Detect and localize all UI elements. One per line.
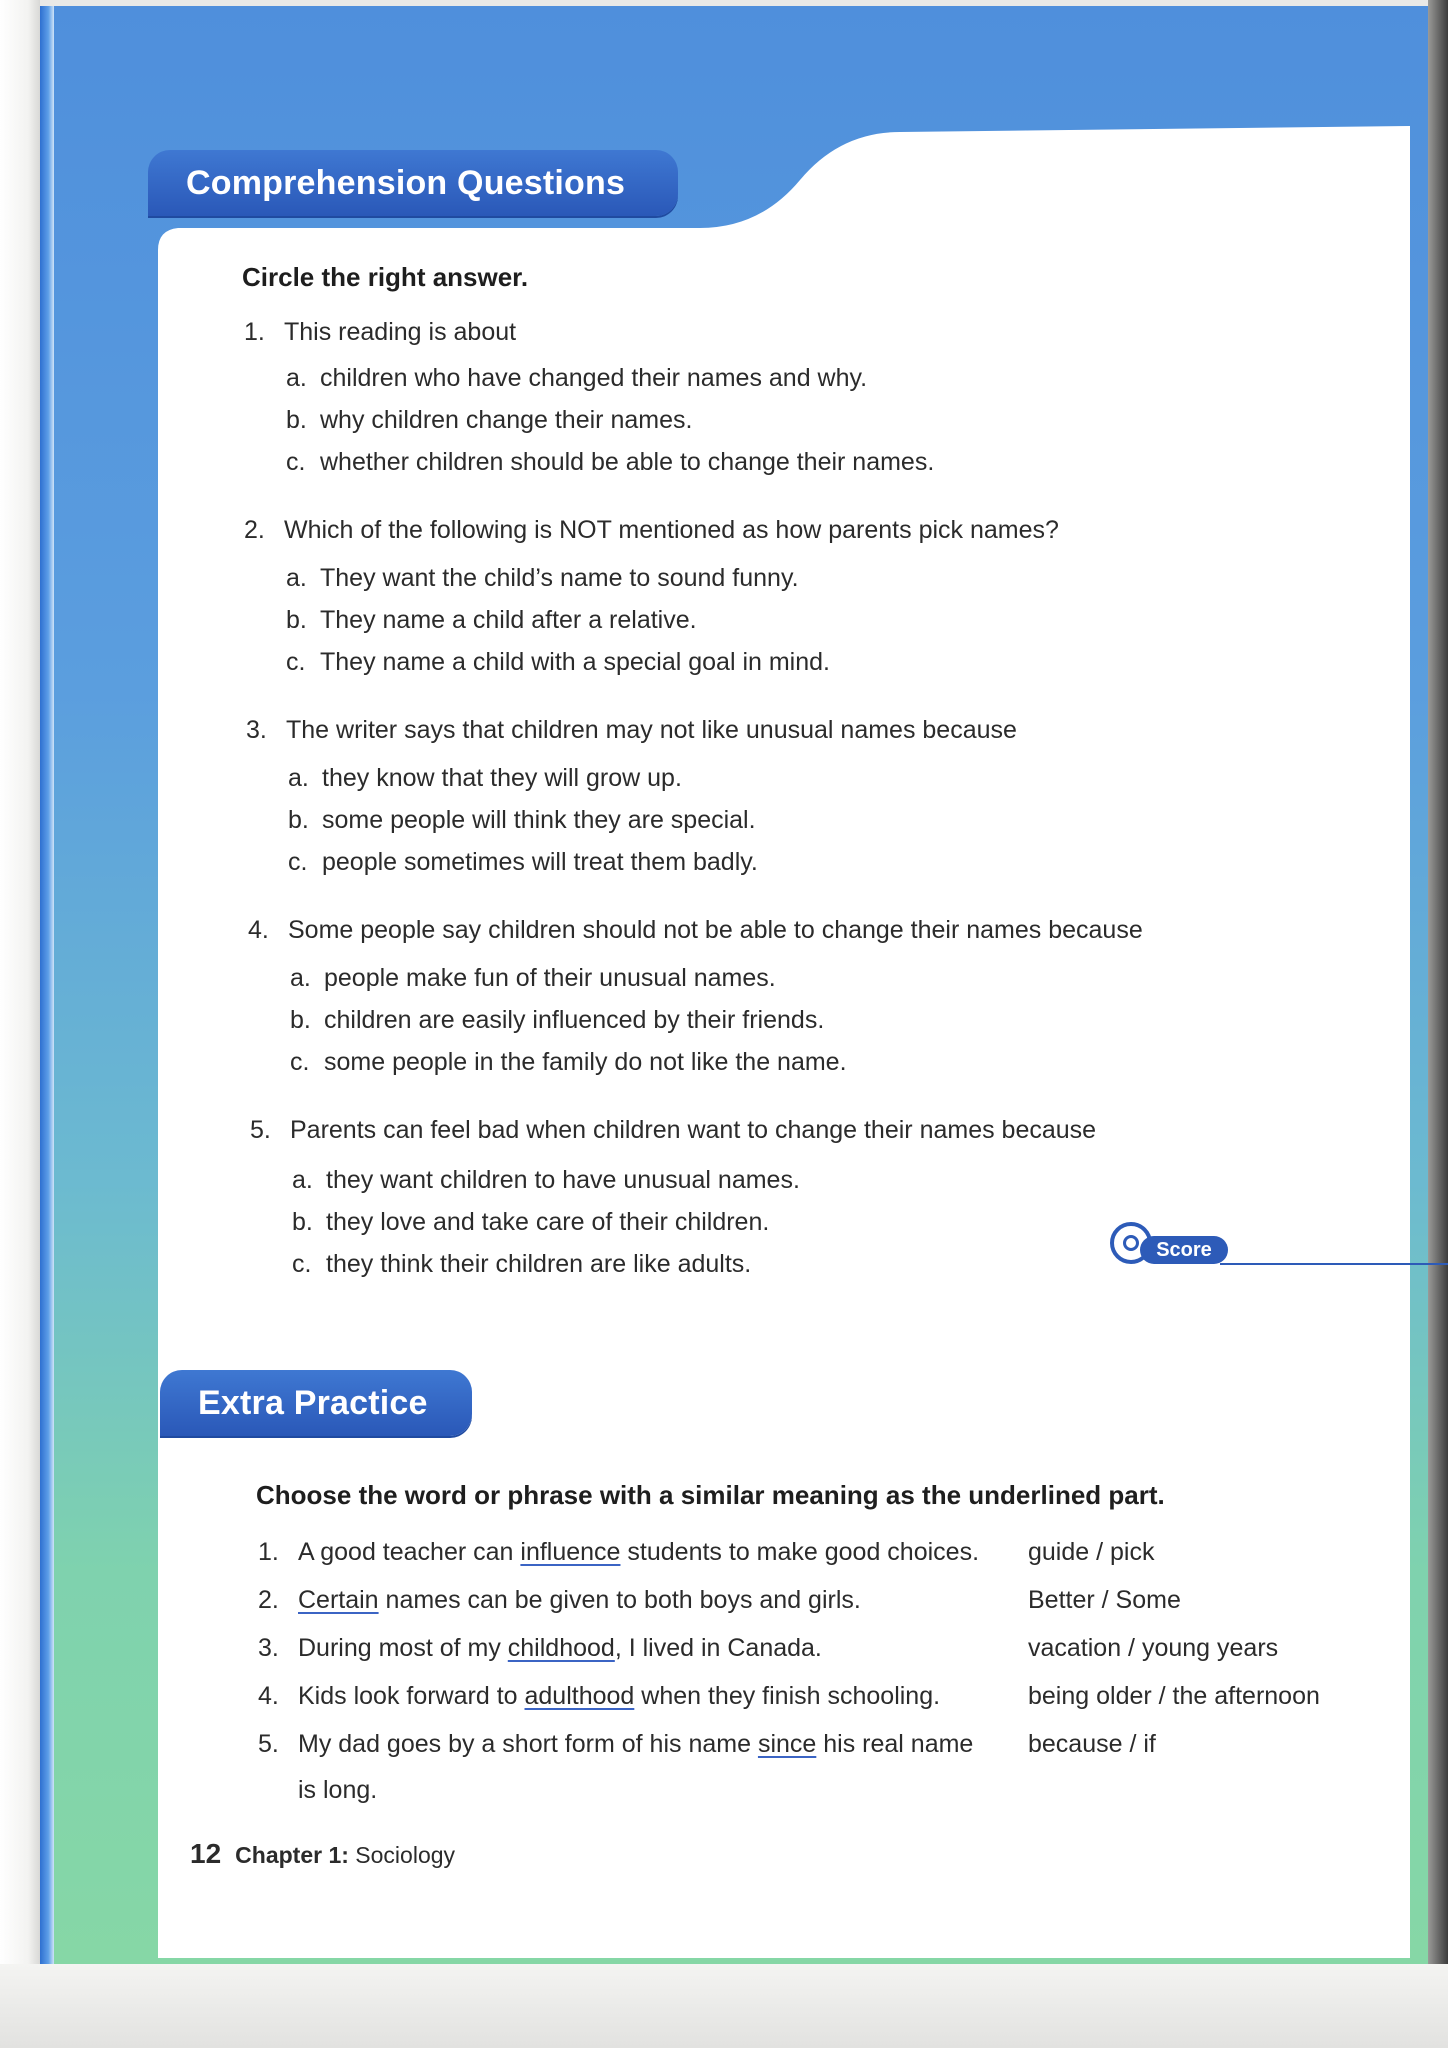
question-text: Which of the following is NOT mentioned as how parents pick names? bbox=[284, 516, 1059, 544]
option-b[interactable]: b. some people will think they are special. bbox=[288, 806, 756, 834]
option-c[interactable]: c. some people in the family do not like the name. bbox=[290, 1048, 847, 1076]
underlined-word: Certain bbox=[298, 1586, 379, 1614]
question-number: 3. bbox=[246, 716, 267, 744]
answer-choices[interactable]: guide / pick bbox=[1028, 1538, 1155, 1566]
question-number: 4. bbox=[248, 916, 269, 944]
option-c[interactable]: c. They name a child with a special goal in mind. bbox=[286, 648, 830, 676]
section2-instruction: Choose the word or phrase with a similar meaning as the underlined part. bbox=[256, 1480, 1165, 1510]
option-a[interactable]: a. they know that they will grow up. bbox=[288, 764, 682, 792]
underlined-word: since bbox=[757, 1730, 817, 1758]
question-text: The writer says that children may not like unusual names because bbox=[286, 716, 1017, 744]
option-b[interactable]: b. children are easily influenced by their friends. bbox=[290, 1006, 825, 1034]
answer-choices[interactable]: because / if bbox=[1028, 1730, 1156, 1758]
extra-practice-header: Extra Practice bbox=[160, 1370, 472, 1436]
option-c[interactable]: c. people sometimes will treat them badly. bbox=[288, 848, 758, 876]
answer-choices[interactable]: vacation / young years bbox=[1028, 1634, 1279, 1662]
answer-choices[interactable]: being older / the afternoon bbox=[1028, 1682, 1320, 1710]
score-box bbox=[1110, 1218, 1340, 1270]
option-c[interactable]: c. they think their children are like adults. bbox=[292, 1250, 752, 1278]
underlined-word: adulthood bbox=[524, 1682, 635, 1710]
page-right-edge bbox=[1428, 0, 1448, 2048]
question-number: 1. bbox=[244, 318, 265, 346]
chapter-name: Sociology bbox=[355, 1842, 456, 1868]
option-b[interactable]: b. why children change their names. bbox=[286, 406, 693, 434]
comprehension-questions-header: Comprehension Questions bbox=[148, 150, 678, 216]
question-text: This reading is about bbox=[284, 318, 517, 346]
score-label: Score bbox=[1140, 1236, 1228, 1264]
page-bottom-edge bbox=[0, 1964, 1448, 2048]
underlined-word: influence bbox=[520, 1538, 621, 1566]
question-number: 2. bbox=[244, 516, 265, 544]
underlined-word: childhood bbox=[507, 1634, 615, 1662]
page-footer bbox=[190, 1838, 455, 1870]
option-b[interactable]: b. they love and take care of their children. bbox=[292, 1208, 770, 1236]
section1-instruction: Circle the right answer. bbox=[242, 262, 529, 292]
option-b[interactable]: b. They name a child after a relative. bbox=[286, 606, 697, 634]
option-a[interactable]: a. people make fun of their unusual names. bbox=[290, 964, 776, 992]
option-a[interactable]: a. They want the child’s name to sound funny. bbox=[286, 564, 799, 592]
option-a[interactable]: a. they want children to have unusual names. bbox=[292, 1166, 800, 1194]
question-text: Some people say children should not be able to change their names because bbox=[288, 916, 1143, 944]
question-number: 5. bbox=[250, 1116, 271, 1144]
chapter-label: Chapter 1: bbox=[235, 1842, 349, 1868]
page-number: 12 bbox=[190, 1838, 222, 1869]
option-c[interactable]: c. whether children should be able to change their names. bbox=[286, 448, 935, 476]
option-a[interactable]: a. children who have changed their names and why. bbox=[286, 364, 868, 392]
question-text: Parents can feel bad when children want to change their names because bbox=[290, 1116, 1097, 1144]
score-input-line[interactable] bbox=[1220, 1263, 1448, 1265]
practice-item-5-continuation: is long. bbox=[298, 1776, 378, 1804]
answer-choices[interactable]: Better / Some bbox=[1028, 1586, 1181, 1614]
